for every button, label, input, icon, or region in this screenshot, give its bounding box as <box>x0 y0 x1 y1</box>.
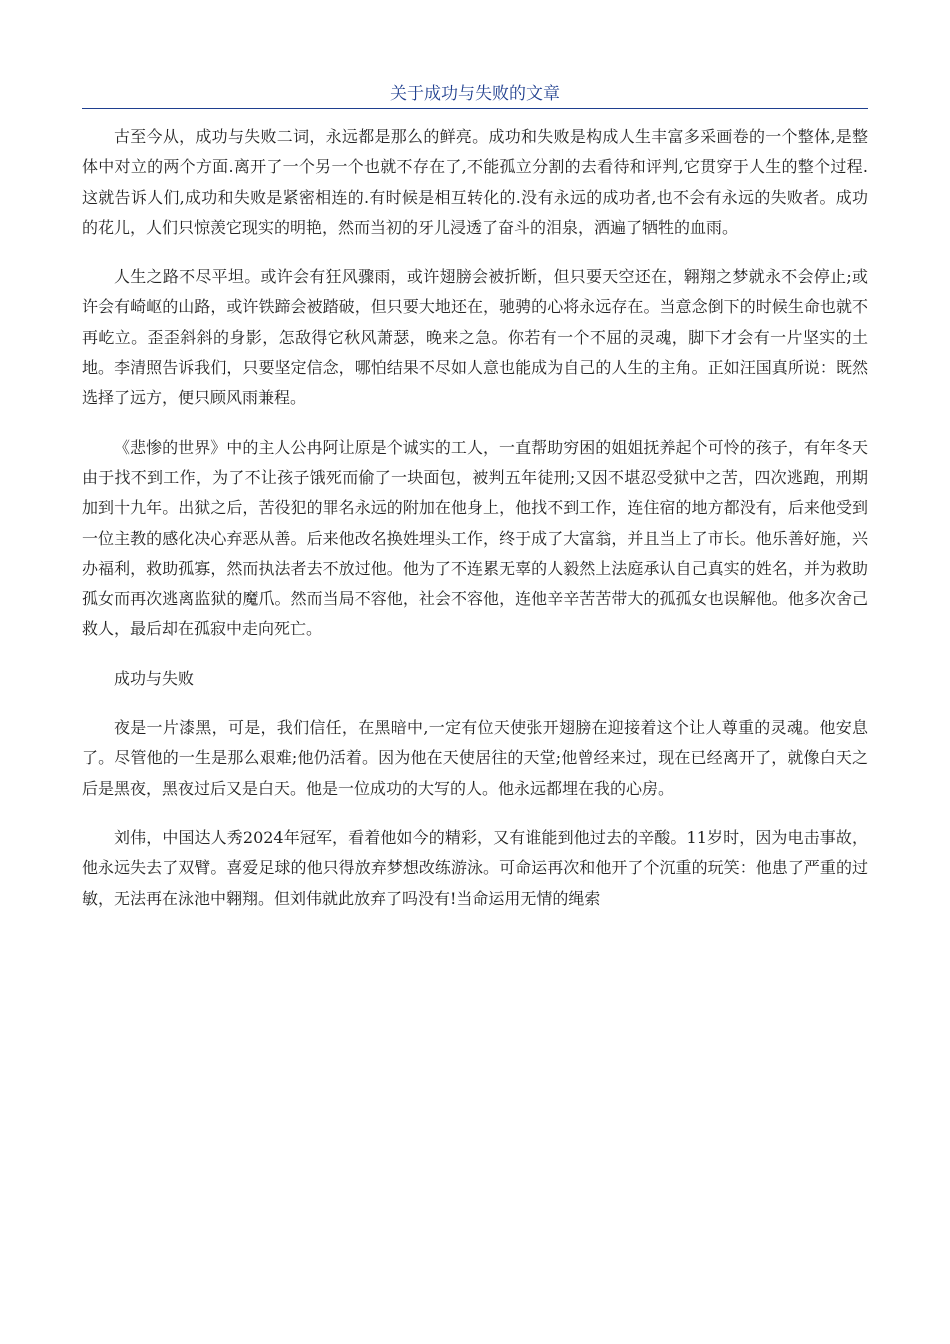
paragraph: 人生之路不尽平坦。或许会有狂风骤雨，或许翅膀会被折断，但只要天空还在，翱翔之梦就永不会停止;或许会有崎岖的山路，或许铁蹄会被踏破，但只要大地还在，驰骋的心将永远存在。当意念倒下的时候生命也就不再屹立。歪歪斜斜的身影，怎敌得它秋风萧瑟，晚来之急。你若有一个不屈的灵魂，脚下才会有一片坚实的土地。李清照告诉我们，只要坚定信念，哪怕结果不尽如人意也能成为自己的人生的主角。正如汪国真所说：既然选择了远方，便只顾风雨兼程。 <box>82 267 868 408</box>
page-title: 关于成功与失败的文章 <box>390 84 560 104</box>
section-heading: 成功与失败 <box>114 668 195 688</box>
paragraph: 《悲惨的世界》中的主人公冉阿让原是个诚实的工人，一直帮助穷困的姐姐抚养起个可怜的孩子，有年冬天由于找不到工作，为了不让孩子饿死而偷了一块面包，被判五年徒刑;又因不堪忍受狱中之苦，四次逃跑，刑期加到十九年。出狱之后，苦役犯的罪名永远的附加在他身上，他找不到工作，连住宿的地方都没有，后来他受到一位主教的感化决心弃恶从善。后来他改名换姓埋头工作，终于成了大富翁，并且当上了市长。他乐善好施，兴办福利，救助孤寡，然而执法者去不放过他。他为了不连累无辜的人毅然上法庭承认自己真实的姓名，并为救助孤女而再次逃离监狱的魔爪。然而当局不容他，社会不容他，连他辛辛苦苦带大的孤孤女也误解他。他多次舍己救人，最后却在孤寂中走向死亡。 <box>82 437 868 639</box>
paragraph: 古至今从，成功与失败二词，永远都是那么的鲜亮。成功和失败是构成人生丰富多采画卷的一个整体,是整体中对立的两个方面.离开了一个另一个也就不存在了,不能孤立分割的去看待和评判,它贯穿于人生的整个过程.这就告诉人们,成功和失败是紧密相连的.有时候是相互转化的.没有永远的成功者,也不会有永远的失败者。成功的花儿，人们只惊羡它现实的明艳，然而当初的牙儿浸透了奋斗的泪泉，洒遍了牺牲的血雨。 <box>82 127 868 237</box>
paragraph: 夜是一片漆黑，可是，我们信任，在黑暗中,一定有位天使张开翅膀在迎接着这个让人尊重的灵魂。他安息了。尽管他的一生是那么艰难;他仍活着。因为他在天使居往的天堂;他曾经来过，现在已经离开了，就像白天之后是黑夜，黑夜过后又是白天。他是一位成功的大写的人。他永远都埋在我的心房。 <box>82 718 868 798</box>
paragraph: 刘伟，中国达人秀2024年冠军，看着他如今的精彩，又有谁能到他过去的辛酸。11岁时，因为电击事故，他永远失去了双臂。喜爱足球的他只得放弃梦想改练游泳。可命运再次和他开了个沉重的玩笑：他患了严重的过敏，无法再在泳池中翱翔。但刘伟就此放弃了吗没有!当命运用无情的绳索 <box>82 827 868 908</box>
article-body <box>82 122 868 914</box>
document-page <box>82 0 868 933</box>
page-header <box>82 82 868 109</box>
